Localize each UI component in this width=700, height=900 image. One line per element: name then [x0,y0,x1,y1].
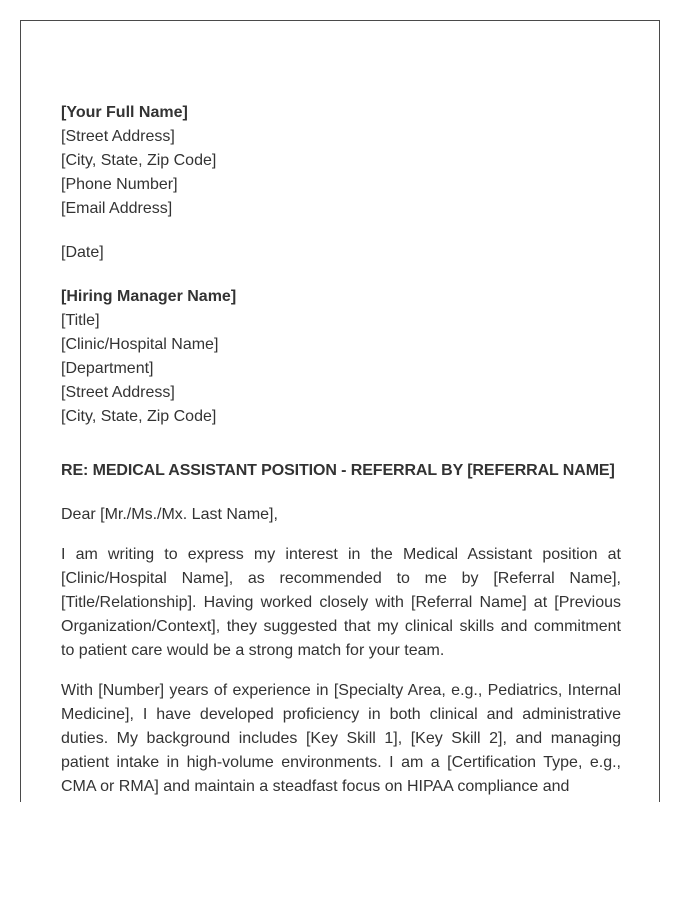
recipient-city-state-zip: [City, State, Zip Code] [61,408,217,425]
letter-content [61,101,621,802]
sender-name: [Your Full Name] [61,104,188,121]
recipient-organization: [Clinic/Hospital Name] [61,336,219,353]
recipient-name: [Hiring Manager Name] [61,288,237,305]
letter-date: [Date] [61,244,104,261]
sender-street: [Street Address] [61,128,175,145]
recipient-title: [Title] [61,312,100,329]
body-paragraph-1: I am writing to express my interest in the Medical Assistant position at [Clinic/Hospital Name], as recommended to me by [Referral Name], [Title/Relationship]. Having worked closely with [Referral Name] at [Previous Organization/Context], they suggested that my clinical skills and commitment to patient care would be a strong match for your team. [61,546,621,659]
recipient-department: [Department] [61,360,154,377]
date-block [61,241,621,265]
body-paragraph-2: With [Number] years of experience in [Specialty Area, e.g., Pediatrics, Internal Medicine], I have developed proficiency in both clinical and administrative duties. My background includes [Key Skill 1], [Key Skill 2], and managing patient intake in high-volume environments. I am a [Certification Type, e.g., CMA or RMA] and maintain a steadfast focus on HIPAA compliance and [61,682,621,795]
sender-city-state-zip: [City, State, Zip Code] [61,152,217,169]
sender-phone: [Phone Number] [61,176,178,193]
subject-line: RE: MEDICAL ASSISTANT POSITION - REFERRAL BY [REFERRAL NAME] [61,462,615,479]
sender-address-block [61,101,621,221]
letter-page [20,20,660,802]
recipient-street: [Street Address] [61,384,175,401]
recipient-address-block [61,285,621,429]
sender-email: [Email Address] [61,200,173,217]
salutation: Dear [Mr./Ms./Mx. Last Name], [61,506,278,523]
